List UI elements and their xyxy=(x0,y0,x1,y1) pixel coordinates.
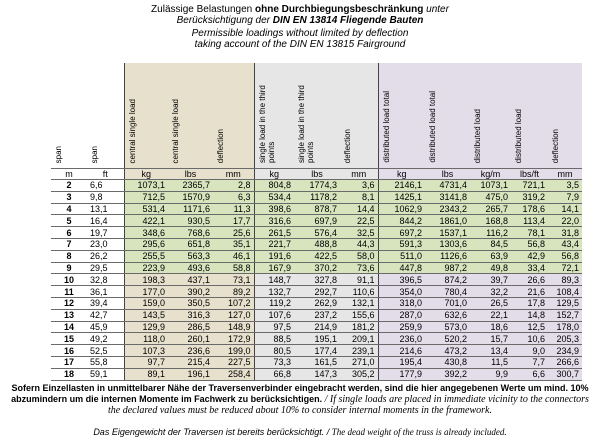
cell-third-lbs: 147,3 xyxy=(294,368,340,380)
cell-span-ft: 6,6 xyxy=(87,180,124,192)
title-line-3: Permissible loadings without limited by deflection xyxy=(191,28,409,39)
cell-central-deflection: 2,8 xyxy=(213,180,254,192)
cell-third-lbs: 576,4 xyxy=(294,227,340,239)
cell-span-ft: 26,2 xyxy=(87,250,124,262)
cell-span-ft: 59,1 xyxy=(87,368,124,380)
cell-central-kg: 712,5 xyxy=(124,191,168,203)
cell-central-kg: 348,6 xyxy=(124,227,168,239)
cell-dist-kg: 2146,1 xyxy=(378,180,425,192)
cell-central-deflection: 11,3 xyxy=(213,203,254,215)
title2-bold: DIN EN 13814 Fliegende Bauten xyxy=(272,15,424,26)
cell-span-m: 15 xyxy=(51,333,87,345)
unit-cell: lbs xyxy=(425,169,470,180)
cell-central-kg: 198,3 xyxy=(124,274,168,286)
table-row xyxy=(51,286,582,298)
cell-third-kg: 398,6 xyxy=(254,203,294,215)
cell-dist-lbsft: 78,1 xyxy=(511,227,548,239)
cell-central-lbs: 215,4 xyxy=(168,356,213,368)
cell-dist-kgm: 39,7 xyxy=(470,274,511,286)
cell-span-m: 7 xyxy=(51,238,87,250)
table-row xyxy=(51,227,582,239)
cell-central-lbs: 236,6 xyxy=(168,345,213,357)
cell-dist-deflection: 56,8 xyxy=(548,250,582,262)
header-third-deflection: deflection xyxy=(340,63,378,169)
header-dist-lbs: distributed load total xyxy=(425,63,470,169)
cell-third-kg: 221,7 xyxy=(254,238,294,250)
cell-span-m: 11 xyxy=(51,286,87,298)
cell-dist-deflection: 14,1 xyxy=(548,203,582,215)
title-suffix: unter xyxy=(423,4,449,15)
unit-cell: mm xyxy=(340,169,378,180)
cell-central-kg: 295,6 xyxy=(124,238,168,250)
cell-span-ft: 39,4 xyxy=(87,297,124,309)
cell-dist-kgm: 11,5 xyxy=(470,356,511,368)
header-dist-deflection: deflection xyxy=(548,63,582,169)
title-bold: ohne Durchbiegungsbeschränkung xyxy=(255,4,424,15)
cell-central-deflection: 35,1 xyxy=(213,238,254,250)
cell-third-kg: 804,8 xyxy=(254,180,294,192)
header-dist-kgm: distributed load xyxy=(470,63,511,169)
cell-dist-lbsft: 33,4 xyxy=(511,262,548,274)
cell-central-lbs: 768,6 xyxy=(168,227,213,239)
cell-dist-deflection: 152,7 xyxy=(548,309,582,321)
cell-third-lbs: 697,9 xyxy=(294,215,340,227)
cell-third-deflection: 271,0 xyxy=(340,356,378,368)
load-table xyxy=(51,63,582,381)
cell-central-kg: 159,0 xyxy=(124,297,168,309)
cell-third-lbs: 488,8 xyxy=(294,238,340,250)
cell-third-kg: 119,2 xyxy=(254,297,294,309)
title-line-1 xyxy=(0,4,600,15)
cell-dist-lbs: 392,2 xyxy=(425,368,470,380)
cell-dist-kg: 354,0 xyxy=(378,286,425,298)
cell-dist-kgm: 49,8 xyxy=(470,262,511,274)
cell-third-kg: 261,5 xyxy=(254,227,294,239)
cell-dist-kg: 214,6 xyxy=(378,345,425,357)
cell-third-kg: 107,6 xyxy=(254,309,294,321)
table-row xyxy=(51,309,582,321)
cell-central-kg: 531,4 xyxy=(124,203,168,215)
cell-dist-deflection: 178,0 xyxy=(548,321,582,333)
cell-third-kg: 132,7 xyxy=(254,286,294,298)
cell-dist-lbsft: 319,2 xyxy=(511,191,548,203)
cell-central-kg: 97,7 xyxy=(124,356,168,368)
cell-span-m: 12 xyxy=(51,297,87,309)
cell-third-deflection: 14,4 xyxy=(340,203,378,215)
cell-dist-lbsft: 6,6 xyxy=(511,368,548,380)
cell-third-deflection: 44,3 xyxy=(340,238,378,250)
cell-third-lbs: 262,9 xyxy=(294,297,340,309)
cell-central-lbs: 2365,7 xyxy=(168,180,213,192)
cell-central-deflection: 227,5 xyxy=(213,356,254,368)
cell-dist-lbsft: 178,6 xyxy=(511,203,548,215)
cell-dist-lbsft: 56,8 xyxy=(511,238,548,250)
cell-dist-kgm: 475,0 xyxy=(470,191,511,203)
cell-central-lbs: 390,2 xyxy=(168,286,213,298)
header-span-m: span xyxy=(51,63,87,169)
cell-third-deflection: 22,5 xyxy=(340,215,378,227)
cell-dist-kgm: 22,1 xyxy=(470,309,511,321)
cell-third-deflection: 181,2 xyxy=(340,321,378,333)
cell-span-ft: 23,0 xyxy=(87,238,124,250)
cell-central-kg: 177,0 xyxy=(124,286,168,298)
cell-dist-kg: 844,2 xyxy=(378,215,425,227)
unit-cell: kg xyxy=(254,169,294,180)
cell-dist-kgm: 15,7 xyxy=(470,333,511,345)
cell-dist-lbs: 3141,8 xyxy=(425,191,470,203)
cell-third-kg: 534,4 xyxy=(254,191,294,203)
cell-dist-kgm: 26,5 xyxy=(470,297,511,309)
header-span-ft: span xyxy=(87,63,124,169)
footer-note-de: Das Eigengewicht der Traversen ist bereits berücksichtigt. xyxy=(93,427,325,437)
cell-central-lbs: 1171,6 xyxy=(168,203,213,215)
cell-third-deflection: 91,1 xyxy=(340,274,378,286)
load-table-body xyxy=(51,63,582,380)
cell-dist-deflection: 129,5 xyxy=(548,297,582,309)
cell-dist-lbs: 874,2 xyxy=(425,274,470,286)
header-row xyxy=(51,63,582,169)
cell-central-deflection: 107,2 xyxy=(213,297,254,309)
cell-dist-lbsft: 113,4 xyxy=(511,215,548,227)
cell-third-deflection: 32,5 xyxy=(340,227,378,239)
cell-central-kg: 422,1 xyxy=(124,215,168,227)
cell-third-kg: 148,7 xyxy=(254,274,294,286)
cell-third-lbs: 878,7 xyxy=(294,203,340,215)
cell-dist-deflection: 89,3 xyxy=(548,274,582,286)
cell-third-kg: 97,5 xyxy=(254,321,294,333)
title2-prefix: Berücksichtigung der xyxy=(176,15,273,26)
header-dist-kg: distributed load total xyxy=(378,63,425,169)
cell-central-deflection: 89,2 xyxy=(213,286,254,298)
cell-dist-kg: 591,3 xyxy=(378,238,425,250)
cell-dist-lbsft: 42,9 xyxy=(511,250,548,262)
cell-dist-deflection: 300,7 xyxy=(548,368,582,380)
cell-dist-kgm: 13,4 xyxy=(470,345,511,357)
cell-span-m: 14 xyxy=(51,321,87,333)
cell-dist-kgm: 168,8 xyxy=(470,215,511,227)
cell-third-deflection: 132,1 xyxy=(340,297,378,309)
cell-dist-lbsft: 721,1 xyxy=(511,180,548,192)
cell-dist-kg: 511,0 xyxy=(378,250,425,262)
cell-third-lbs: 214,9 xyxy=(294,321,340,333)
cell-central-lbs: 260,1 xyxy=(168,333,213,345)
cell-third-deflection: 110,6 xyxy=(340,286,378,298)
cell-dist-kg: 318,0 xyxy=(378,297,425,309)
cell-span-ft: 9,8 xyxy=(87,191,124,203)
cell-span-m: 16 xyxy=(51,345,87,357)
cell-third-kg: 88,5 xyxy=(254,333,294,345)
table-row xyxy=(51,191,582,203)
table-row xyxy=(51,215,582,227)
unit-cell: kg xyxy=(124,169,168,180)
cell-third-deflection: 155,6 xyxy=(340,309,378,321)
cell-central-deflection: 25,6 xyxy=(213,227,254,239)
cell-dist-kgm: 18,6 xyxy=(470,321,511,333)
unit-cell: m xyxy=(51,169,87,180)
cell-third-kg: 316,6 xyxy=(254,215,294,227)
cell-dist-lbs: 1537,1 xyxy=(425,227,470,239)
cell-central-lbs: 563,3 xyxy=(168,250,213,262)
cell-dist-lbs: 701,0 xyxy=(425,297,470,309)
cell-central-deflection: 258,4 xyxy=(213,368,254,380)
header-central-lbs: central single load xyxy=(168,63,213,169)
cell-central-lbs: 316,3 xyxy=(168,309,213,321)
cell-span-m: 10 xyxy=(51,274,87,286)
cell-central-deflection: 127,0 xyxy=(213,309,254,321)
cell-third-lbs: 422,5 xyxy=(294,250,340,262)
cell-dist-deflection: 22,0 xyxy=(548,215,582,227)
cell-third-kg: 66,8 xyxy=(254,368,294,380)
cell-dist-kgm: 265,7 xyxy=(470,203,511,215)
cell-dist-kgm: 84,5 xyxy=(470,238,511,250)
cell-dist-kg: 259,9 xyxy=(378,321,425,333)
cell-central-kg: 118,0 xyxy=(124,333,168,345)
table-row xyxy=(51,345,582,357)
cell-dist-kgm: 32,2 xyxy=(470,286,511,298)
cell-third-lbs: 292,7 xyxy=(294,286,340,298)
cell-central-deflection: 17,7 xyxy=(213,215,254,227)
cell-dist-kgm: 63,9 xyxy=(470,250,511,262)
cell-dist-kg: 447,8 xyxy=(378,262,425,274)
cell-span-m: 5 xyxy=(51,215,87,227)
cell-span-m: 9 xyxy=(51,262,87,274)
cell-dist-deflection: 31,8 xyxy=(548,227,582,239)
cell-span-m: 3 xyxy=(51,191,87,203)
cell-dist-deflection: 234,9 xyxy=(548,345,582,357)
cell-third-deflection: 8,1 xyxy=(340,191,378,203)
header-third-kg: single load in the third points xyxy=(254,63,294,169)
unit-cell: lbs/ft xyxy=(511,169,548,180)
cell-central-lbs: 1570,9 xyxy=(168,191,213,203)
cell-span-ft: 16,4 xyxy=(87,215,124,227)
cell-dist-deflection: 3,5 xyxy=(548,180,582,192)
cell-central-kg: 129,9 xyxy=(124,321,168,333)
table-row xyxy=(51,238,582,250)
cell-dist-lbs: 1126,6 xyxy=(425,250,470,262)
unit-cell: lbs xyxy=(294,169,340,180)
unit-cell: kg/m xyxy=(470,169,511,180)
cell-third-deflection: 3,6 xyxy=(340,180,378,192)
table-row xyxy=(51,250,582,262)
cell-span-m: 13 xyxy=(51,309,87,321)
cell-dist-deflection: 205,3 xyxy=(548,333,582,345)
cell-central-deflection: 46,1 xyxy=(213,250,254,262)
cell-span-ft: 36,1 xyxy=(87,286,124,298)
cell-third-lbs: 1178,2 xyxy=(294,191,340,203)
cell-dist-lbs: 1861,0 xyxy=(425,215,470,227)
cell-dist-kg: 236,0 xyxy=(378,333,425,345)
cell-central-lbs: 437,1 xyxy=(168,274,213,286)
cell-third-deflection: 209,1 xyxy=(340,333,378,345)
cell-third-deflection: 305,2 xyxy=(340,368,378,380)
cell-dist-lbs: 4731,4 xyxy=(425,180,470,192)
unit-cell: kg xyxy=(378,169,425,180)
table-row xyxy=(51,203,582,215)
cell-central-lbs: 286,5 xyxy=(168,321,213,333)
table-row xyxy=(51,274,582,286)
cell-span-ft: 55,8 xyxy=(87,356,124,368)
cell-dist-kgm: 1073,1 xyxy=(470,180,511,192)
unit-cell: ft xyxy=(87,169,124,180)
table-row xyxy=(51,321,582,333)
footer-note-sep: / xyxy=(324,427,332,437)
footer-italic-en: / If single loads are placed in immediate vicinity to the connectors the declared values must be reduced about 10% to consider internal moments in the framework. xyxy=(108,394,589,416)
cell-third-deflection: 239,1 xyxy=(340,345,378,357)
cell-dist-deflection: 266,6 xyxy=(548,356,582,368)
cell-central-deflection: 6,3 xyxy=(213,191,254,203)
unit-row xyxy=(51,169,582,180)
cell-third-lbs: 327,8 xyxy=(294,274,340,286)
cell-central-deflection: 199,0 xyxy=(213,345,254,357)
cell-central-kg: 1073,1 xyxy=(124,180,168,192)
cell-central-deflection: 172,9 xyxy=(213,333,254,345)
cell-third-lbs: 370,2 xyxy=(294,262,340,274)
cell-dist-kg: 1062,9 xyxy=(378,203,425,215)
table-row xyxy=(51,356,582,368)
cell-third-kg: 167,9 xyxy=(254,262,294,274)
cell-third-kg: 191,6 xyxy=(254,250,294,262)
cell-central-lbs: 493,6 xyxy=(168,262,213,274)
title-line-4: taking account of the DIN EN 13815 Fairground xyxy=(194,39,406,50)
cell-dist-kg: 1425,1 xyxy=(378,191,425,203)
unit-cell: lbs xyxy=(168,169,213,180)
cell-span-ft: 52,5 xyxy=(87,345,124,357)
cell-span-ft: 32,8 xyxy=(87,274,124,286)
header-central-deflection: deflection xyxy=(213,63,254,169)
cell-span-m: 17 xyxy=(51,356,87,368)
cell-third-lbs: 195,1 xyxy=(294,333,340,345)
footer-deadweight xyxy=(8,427,592,438)
cell-third-deflection: 58,0 xyxy=(340,250,378,262)
header-central-kg: central single load xyxy=(124,63,168,169)
cell-dist-lbsft: 12,5 xyxy=(511,321,548,333)
cell-dist-deflection: 108,4 xyxy=(548,286,582,298)
title-line-2 xyxy=(0,15,600,26)
cell-dist-lbsft: 14,8 xyxy=(511,309,548,321)
table-row xyxy=(51,297,582,309)
unit-cell: mm xyxy=(213,169,254,180)
cell-span-ft: 13,1 xyxy=(87,203,124,215)
cell-third-lbs: 177,4 xyxy=(294,345,340,357)
cell-third-deflection: 73,6 xyxy=(340,262,378,274)
cell-central-lbs: 196,1 xyxy=(168,368,213,380)
unit-cell: mm xyxy=(548,169,582,180)
cell-dist-kg: 287,0 xyxy=(378,309,425,321)
cell-central-deflection: 73,1 xyxy=(213,274,254,286)
cell-dist-lbs: 1303,6 xyxy=(425,238,470,250)
cell-dist-kg: 396,5 xyxy=(378,274,425,286)
cell-span-m: 6 xyxy=(51,227,87,239)
cell-dist-lbs: 987,2 xyxy=(425,262,470,274)
cell-dist-kgm: 116,2 xyxy=(470,227,511,239)
cell-dist-kg: 195,4 xyxy=(378,356,425,368)
cell-span-ft: 29,5 xyxy=(87,262,124,274)
cell-third-kg: 73,3 xyxy=(254,356,294,368)
footer-note xyxy=(8,383,592,416)
cell-dist-deflection: 72,1 xyxy=(548,262,582,274)
header-dist-lbsft: distributed load xyxy=(511,63,548,169)
header-third-lbs: single load in the third points xyxy=(294,63,340,169)
cell-central-deflection: 148,9 xyxy=(213,321,254,333)
cell-central-lbs: 930,5 xyxy=(168,215,213,227)
cell-span-m: 8 xyxy=(51,250,87,262)
cell-third-lbs: 237,2 xyxy=(294,309,340,321)
cell-central-kg: 89,1 xyxy=(124,368,168,380)
table-row xyxy=(51,368,582,380)
cell-third-lbs: 161,5 xyxy=(294,356,340,368)
cell-span-m: 2 xyxy=(51,180,87,192)
table-row xyxy=(51,262,582,274)
cell-dist-kg: 697,2 xyxy=(378,227,425,239)
cell-central-kg: 223,9 xyxy=(124,262,168,274)
cell-span-ft: 19,7 xyxy=(87,227,124,239)
cell-dist-lbs: 430,8 xyxy=(425,356,470,368)
cell-central-kg: 255,5 xyxy=(124,250,168,262)
cell-central-deflection: 58,8 xyxy=(213,262,254,274)
cell-dist-kgm: 9,9 xyxy=(470,368,511,380)
cell-dist-lbs: 573,0 xyxy=(425,321,470,333)
cell-dist-lbsft: 26,6 xyxy=(511,274,548,286)
cell-dist-lbsft: 7,7 xyxy=(511,356,548,368)
cell-dist-lbsft: 17,8 xyxy=(511,297,548,309)
cell-central-kg: 107,3 xyxy=(124,345,168,357)
cell-third-kg: 80,5 xyxy=(254,345,294,357)
cell-dist-lbs: 632,6 xyxy=(425,309,470,321)
cell-span-ft: 42,7 xyxy=(87,309,124,321)
cell-dist-lbsft: 21,6 xyxy=(511,286,548,298)
table-row xyxy=(51,333,582,345)
cell-central-kg: 143,5 xyxy=(124,309,168,321)
cell-dist-lbsft: 9,0 xyxy=(511,345,548,357)
table-row xyxy=(51,180,582,192)
cell-span-m: 4 xyxy=(51,203,87,215)
cell-dist-lbs: 520,2 xyxy=(425,333,470,345)
cell-dist-lbsft: 10,6 xyxy=(511,333,548,345)
cell-dist-lbs: 473,2 xyxy=(425,345,470,357)
cell-span-m: 18 xyxy=(51,368,87,380)
cell-third-lbs: 1774,3 xyxy=(294,180,340,192)
cell-dist-kg: 177,9 xyxy=(378,368,425,380)
cell-span-ft: 49,2 xyxy=(87,333,124,345)
cell-central-lbs: 651,8 xyxy=(168,238,213,250)
footer-note-en: The dead weight of the truss is already included. xyxy=(331,427,507,437)
cell-central-lbs: 350,5 xyxy=(168,297,213,309)
cell-span-ft: 45,9 xyxy=(87,321,124,333)
cell-dist-deflection: 43,4 xyxy=(548,238,582,250)
footer-bold-de: Sofern Einzellasten in unmittelbarer Nähe der Traversenverbinder eingebracht werden, sind die hier angegebenen Werte um mind. 10% abzumindern um die internen Momente im Fachwerk zu berücksichtigen. xyxy=(11,383,589,404)
cell-dist-deflection: 7,9 xyxy=(548,191,582,203)
cell-dist-lbs: 2343,2 xyxy=(425,203,470,215)
title-prefix: Zulässige Belastungen xyxy=(151,4,256,15)
cell-dist-lbs: 780,4 xyxy=(425,286,470,298)
